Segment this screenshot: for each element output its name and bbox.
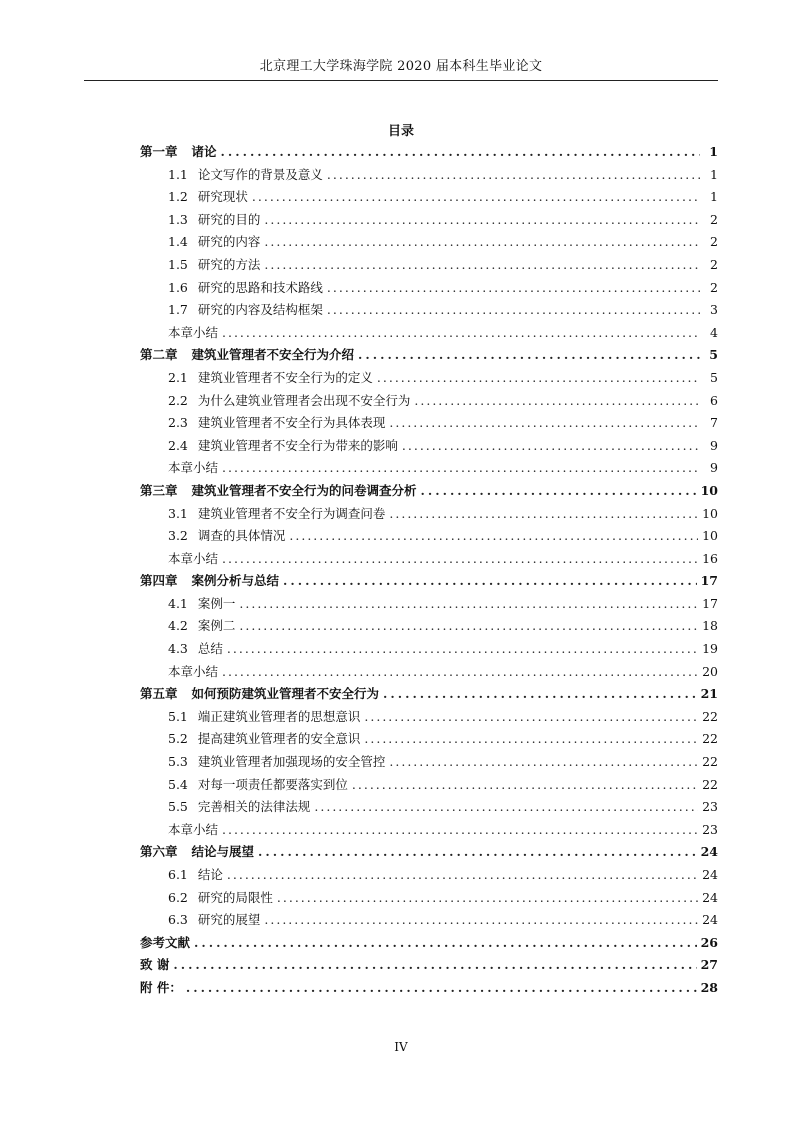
toc-leader-dots [402, 438, 700, 453]
toc-leader-dots [327, 302, 700, 317]
toc-entry-number: 第三章 [140, 482, 178, 498]
toc-entry-number: 1.6 [168, 279, 188, 295]
toc-entry-title: 研究的思路和技术路线 [197, 279, 323, 295]
toc-entry-number: 5.2 [168, 731, 188, 747]
toc-entry-page: 19 [702, 641, 718, 657]
toc-entry-number: 3.2 [168, 528, 188, 544]
toc-entry-title: 建筑业管理者不安全行为调查问卷 [197, 505, 386, 521]
toc-entry-page: 20 [702, 663, 718, 679]
toc-entry-title: 本章小结 [168, 460, 219, 476]
toc-entry-number: 6.2 [168, 889, 188, 905]
toc-chapter-entry[interactable] [140, 978, 718, 1001]
toc-leader-dots [264, 912, 698, 927]
toc-entry-number: 第五章 [140, 686, 178, 702]
toc-entry-title: 研究的内容 [197, 234, 261, 250]
toc-entry-title: 案例分析与总结 [191, 573, 280, 589]
toc-entry-title: 结论与展望 [191, 844, 255, 860]
toc-entry-number: 5.1 [168, 708, 188, 724]
toc-entry-page: 24 [702, 889, 718, 905]
toc-entry-number: 第四章 [140, 573, 178, 589]
toc-entry-number: 6.3 [168, 912, 188, 928]
table-of-contents [140, 142, 718, 1001]
toc-entry-title: 对每一项责任都要落实到位 [197, 776, 348, 792]
toc-entry-page: 2 [710, 279, 718, 295]
toc-section-entry[interactable] [140, 594, 718, 617]
toc-leader-dots [383, 686, 697, 701]
toc-chapter-entry[interactable] [140, 142, 718, 165]
toc-entry-number: 1.5 [168, 256, 188, 272]
toc-entry-number: 2.2 [168, 392, 188, 408]
toc-entry-title: 为什么建筑业管理者会出现不安全行为 [197, 392, 411, 408]
toc-leader-dots [239, 596, 698, 611]
toc-chapter-entry[interactable] [140, 571, 718, 594]
toc-leader-dots [227, 867, 698, 882]
toc-entry-title: 结论 [197, 867, 223, 882]
toc-section-entry[interactable] [140, 413, 718, 436]
toc-entry-title: 论文写作的背景及意义 [197, 166, 323, 182]
toc-leader-dots [389, 754, 698, 769]
toc-entry-title: 建筑业管理者不安全行为带来的影响 [197, 437, 398, 453]
toc-leader-dots [194, 935, 697, 950]
toc-entry-title: 如何预防建筑业管理者不安全行为 [191, 686, 380, 702]
toc-section-entry[interactable] [140, 300, 718, 323]
toc-entry-page: 2 [710, 234, 718, 250]
toc-entry-title: 本章小结 [168, 663, 219, 679]
toc-entry-title: 研究的局限性 [197, 889, 273, 905]
toc-entry-page: 24 [702, 867, 718, 882]
toc-entry-page: 3 [710, 302, 718, 318]
toc-leader-dots [264, 257, 700, 272]
toc-entry-number: 6.1 [168, 867, 188, 882]
toc-section-entry[interactable] [140, 662, 718, 685]
toc-leader-dots [352, 777, 698, 792]
toc-leader-dots [289, 528, 698, 543]
toc-entry-page: 18 [702, 618, 718, 634]
toc-leader-dots [222, 325, 700, 340]
toc-entry-page: 17 [702, 595, 718, 611]
toc-leader-dots [186, 980, 697, 995]
toc-chapter-entry[interactable] [140, 481, 718, 504]
toc-entry-title: 建筑业管理者不安全行为介绍 [191, 347, 355, 363]
toc-entry-page: 4 [710, 324, 718, 340]
toc-entry-page: 10 [702, 528, 718, 544]
toc-entry-page: 27 [700, 957, 718, 973]
toc-leader-dots [358, 347, 700, 362]
toc-section-entry[interactable] [140, 865, 718, 888]
toc-section-entry[interactable] [140, 797, 718, 820]
toc-leader-dots [173, 957, 696, 972]
toc-entry-page: 10 [700, 482, 718, 498]
toc-entry-page: 24 [702, 912, 718, 928]
toc-entry-page: 28 [700, 979, 718, 995]
toc-chapter-entry[interactable] [140, 345, 718, 368]
toc-section-entry[interactable] [140, 752, 718, 775]
toc-entry-title: 研究的内容及结构框架 [197, 302, 323, 318]
toc-entry-title: 调查的具体情况 [197, 528, 286, 544]
toc-leader-dots [377, 370, 700, 385]
toc-entry-title: 建筑业管理者不安全行为的定义 [197, 369, 373, 385]
toc-leader-dots [364, 731, 698, 746]
toc-entry-number: 4.2 [168, 618, 188, 634]
toc-entry-number: 1.2 [168, 189, 188, 205]
toc-leader-dots [364, 709, 698, 724]
toc-section-entry[interactable] [140, 210, 718, 233]
toc-section-entry[interactable] [140, 391, 718, 414]
toc-entry-page: 6 [710, 392, 718, 408]
toc-entry-page: 23 [702, 821, 718, 837]
toc-entry-title: 提高建筑业管理者的安全意识 [197, 731, 361, 747]
toc-entry-number: 2.3 [168, 415, 188, 431]
toc-leader-dots [264, 212, 700, 227]
toc-section-entry[interactable] [140, 278, 718, 301]
toc-title: 目录 [387, 124, 414, 139]
toc-chapter-entry[interactable] [140, 933, 718, 956]
toc-leader-dots [277, 890, 698, 905]
toc-leader-dots [222, 551, 698, 566]
toc-entry-number: 2.1 [168, 369, 188, 385]
toc-entry-page: 1 [709, 144, 718, 159]
toc-section-entry[interactable] [140, 729, 718, 752]
toc-leader-dots [327, 280, 700, 295]
toc-section-entry[interactable] [140, 255, 718, 278]
toc-entry-number: 1.4 [168, 234, 188, 250]
toc-entry-title: 研究的方法 [197, 256, 261, 272]
toc-entry-page: 22 [702, 708, 718, 724]
page-header: 北京理工大学珠海学院 2020 届本科生毕业论文 [259, 59, 543, 74]
toc-leader-dots [258, 844, 697, 859]
toc-entry-title: 研究的目的 [197, 211, 261, 227]
page-number: IV [394, 1040, 408, 1054]
toc-entry-title: 研究的展望 [197, 912, 261, 928]
toc-entry-title: 案例二 [197, 618, 236, 634]
toc-entry-number: 5.4 [168, 776, 188, 792]
toc-section-entry[interactable] [140, 707, 718, 730]
toc-entry-number: 5.3 [168, 754, 188, 770]
toc-section-entry[interactable] [140, 820, 718, 843]
toc-leader-dots [227, 641, 698, 656]
toc-entry-page: 9 [710, 437, 718, 453]
toc-entry-title: 本章小结 [168, 324, 219, 340]
toc-entry-page: 26 [700, 934, 718, 950]
toc-section-entry[interactable] [140, 187, 718, 210]
toc-entry-title: 本章小结 [168, 550, 219, 566]
toc-leader-dots [239, 618, 698, 633]
toc-entry-title: 建筑业管理者不安全行为的问卷调查分析 [191, 482, 417, 498]
toc-leader-dots [222, 822, 698, 837]
toc-entry-page: 2 [710, 256, 718, 272]
toc-entry-number: 3.1 [168, 505, 188, 521]
toc-entry-number: 5.5 [168, 799, 188, 815]
toc-entry-number: 第一章 [140, 144, 178, 159]
toc-section-entry[interactable] [140, 616, 718, 639]
toc-section-entry[interactable] [140, 323, 718, 346]
toc-section-entry[interactable] [140, 368, 718, 391]
toc-entry-title: 建筑业管理者加强现场的安全管控 [197, 754, 386, 770]
toc-entry-page: 2 [710, 211, 718, 227]
toc-section-entry[interactable] [140, 458, 718, 481]
toc-entry-title: 研究现状 [197, 189, 248, 205]
toc-entry-number: 1.7 [168, 302, 188, 318]
toc-chapter-entry[interactable] [140, 684, 718, 707]
toc-entry-title: 案例一 [197, 595, 236, 611]
toc-chapter-entry[interactable] [140, 842, 718, 865]
toc-leader-dots [264, 234, 700, 249]
toc-leader-dots [421, 483, 697, 498]
toc-section-entry[interactable] [140, 165, 718, 188]
toc-entry-number: 1.1 [168, 166, 188, 182]
toc-section-entry[interactable] [140, 504, 718, 527]
toc-entry-page: 1 [710, 166, 718, 182]
toc-leader-dots [221, 144, 700, 159]
toc-entry-title: 致 谢 [140, 957, 170, 973]
toc-entry-page: 21 [700, 686, 718, 702]
toc-section-entry[interactable] [140, 549, 718, 572]
toc-entry-number: 2.4 [168, 437, 188, 453]
toc-entry-page: 9 [710, 460, 718, 476]
header-rule [84, 80, 718, 81]
toc-entry-title: 建筑业管理者不安全行为具体表现 [197, 415, 386, 431]
toc-entry-page: 22 [702, 754, 718, 770]
toc-entry-title: 总结 [197, 641, 223, 657]
toc-section-entry[interactable] [140, 639, 718, 662]
toc-leader-dots [222, 460, 700, 475]
toc-entry-title: 本章小结 [168, 821, 219, 837]
toc-leader-dots [314, 799, 698, 814]
toc-entry-page: 7 [710, 415, 718, 431]
toc-leader-dots [327, 167, 700, 182]
toc-section-entry[interactable] [140, 888, 718, 911]
toc-entry-number: 第六章 [140, 844, 178, 860]
toc-entry-title: 诸论 [191, 144, 217, 159]
toc-entry-page: 23 [702, 799, 718, 815]
toc-leader-dots [414, 393, 700, 408]
toc-section-entry[interactable] [140, 910, 718, 933]
toc-entry-page: 1 [710, 189, 718, 205]
toc-section-entry[interactable] [140, 436, 718, 459]
toc-entry-title: 完善相关的法律法规 [197, 799, 311, 815]
toc-entry-page: 16 [702, 550, 718, 566]
toc-chapter-entry[interactable] [140, 955, 718, 978]
toc-entry-page: 5 [709, 347, 718, 363]
toc-leader-dots [389, 506, 698, 521]
toc-entry-title: 参考文献 [140, 934, 191, 950]
toc-entry-page: 17 [700, 573, 718, 589]
toc-entry-number: 4.3 [168, 641, 188, 657]
toc-entry-page: 22 [702, 731, 718, 747]
toc-leader-dots [252, 189, 700, 204]
toc-section-entry[interactable] [140, 232, 718, 255]
toc-entry-title: 端正建筑业管理者的思想意识 [197, 708, 361, 724]
toc-entry-page: 5 [710, 369, 718, 385]
toc-entry-page: 22 [702, 776, 718, 792]
toc-leader-dots [283, 573, 697, 588]
toc-entry-page: 24 [700, 844, 718, 860]
toc-entry-number: 第二章 [140, 347, 178, 363]
toc-section-entry[interactable] [140, 775, 718, 798]
toc-leader-dots [222, 664, 698, 679]
toc-entry-title: 附 件： [140, 979, 182, 995]
toc-entry-number: 4.1 [168, 595, 188, 611]
toc-entry-page: 10 [702, 505, 718, 521]
toc-section-entry[interactable] [140, 526, 718, 549]
toc-leader-dots [389, 415, 700, 430]
toc-entry-number: 1.3 [168, 211, 188, 227]
